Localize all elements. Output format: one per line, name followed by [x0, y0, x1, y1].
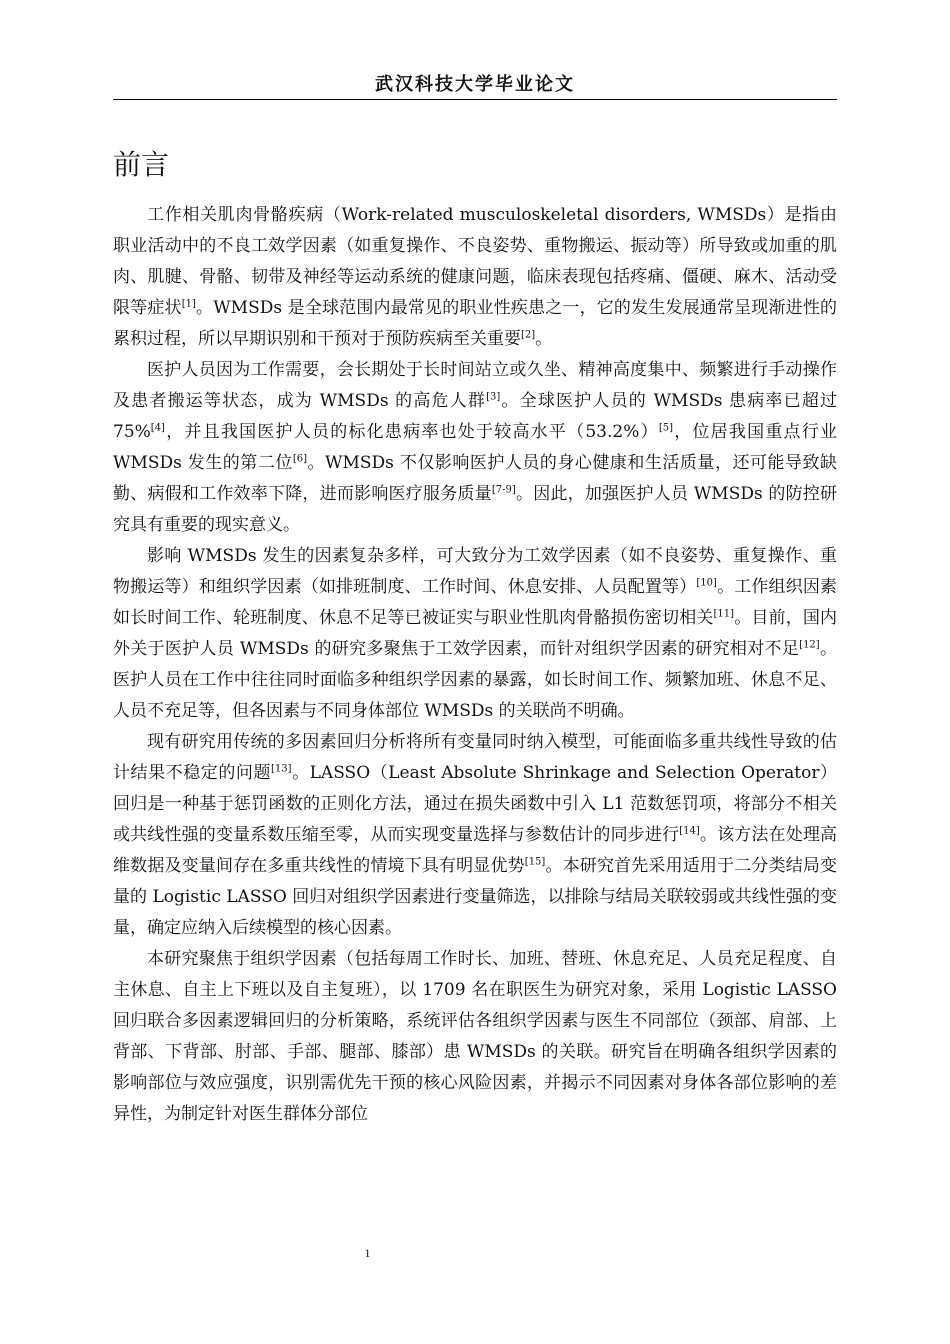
citation-marker: [5]	[658, 422, 673, 434]
citation-marker: [6]	[292, 453, 308, 465]
citation-marker: [4]	[150, 422, 165, 434]
paragraph-text: 现有研究用传统的多因素回归分析将所有变量同时纳入模型，可能面临多重共线性导致的估计结果不稳定的问题	[113, 732, 837, 783]
paragraph-text: 。医护人员在工作中往往同时面临多种组织学因素的暴露，如长时间工作、频繁加班、休息不足、人员不充足等，但各因素与不同身体部位 WMSDs 的关联尚不明确。	[113, 639, 838, 721]
paragraph-text: 影响 WMSDs 发生的因素复杂多样，可大致分为工效学因素（如不良姿势、重复操作、重物搬运等）和组织学因素（如排班制度、工作时间、休息安排、人员配置等）	[113, 546, 837, 597]
paragraph	[113, 355, 837, 541]
paragraph-text: ，并且我国医护人员的标化患病率也处于较高水平（53.2%）	[164, 422, 659, 442]
paragraph	[113, 541, 837, 727]
paragraph-text: 。目前，国内外关于医护人员 WMSDs 的研究多聚焦于工效学因素，而针对组织学因素的研究相对不足	[113, 608, 838, 659]
section-title: 前言	[113, 148, 170, 181]
citation-marker: [10]	[696, 577, 717, 589]
paragraph	[113, 727, 837, 944]
citation-marker: [7-9]	[491, 484, 516, 496]
citation-marker: [14]	[679, 825, 700, 837]
paragraph-text: 。WMSDs 是全球范围内最常见的职业性疾患之一，它的发生发展通常呈现渐进性的累积过程，所以早期识别和干预对于预防疾病至关重要	[113, 298, 837, 349]
citation-marker: [12]	[799, 639, 820, 651]
paragraph-text: ，位居我国重点行业 WMSDs 发生的第二位	[113, 422, 838, 473]
paragraph-text: 。工作组织因素如长时间工作、轮班制度、休息不足等已被证实与职业性肌肉骨骼损伤密切相关	[113, 577, 838, 628]
citation-marker: [3]	[486, 391, 501, 403]
paragraph-text: 。全球医护人员的 WMSDs 患病率已超过 75%	[113, 391, 838, 442]
paragraph-text: 。	[535, 329, 553, 349]
paragraph-text: 。WMSDs 不仅影响医护人员的身心健康和生活质量，还可能导致缺勤、病假和工作效率下降，进而影响医疗服务质量	[113, 453, 837, 504]
paragraph	[113, 200, 837, 355]
paragraph-text: 。因此，加强医护人员 WMSDs 的防控研究具有重要的现实意义。	[113, 484, 838, 535]
body-text	[113, 200, 837, 1130]
paragraph-text: 工作相关肌肉骨骼疾病（Work-related musculoskeletal disorders, WMSDs）是指由职业活动中的不良工效学因素（如重复操作、不良姿势、重物搬运、振动等）所导致或加重的肌肉、肌腱、骨骼、韧带及神经等运动系统的健康问题，临床表现包括疼痛、僵硬、麻木、活动受限等症状	[113, 205, 837, 318]
citation-marker: [15]	[524, 856, 546, 868]
paragraph-text: 。该方法在处理高维数据及变量间存在多重共线性的情境下具有明显优势	[113, 825, 838, 876]
page-number: 1	[364, 1246, 371, 1260]
running-header: 武汉科技大学毕业论文	[375, 74, 575, 95]
citation-marker: [11]	[713, 608, 735, 620]
paragraph-text: 。本研究首先采用适用于二分类结局变量的 Logistic LASSO 回归对组织学因素进行变量筛选，以排除与结局关联较弱或共线性强的变量，确定应纳入后续模型的核心因素。	[113, 856, 838, 938]
paragraph-text: 。LASSO（Least Absolute Shrinkage and Selection Operator）回归是一种基于惩罚函数的正则化方法，通过在损失函数中引入 L1 范数惩罚项，将部分不相关或共线性强的变量系数压缩至零，从而实现变量选择与参数估计的同步进行	[113, 763, 837, 845]
paragraph	[113, 944, 837, 1130]
paragraph-text: 本研究聚焦于组织学因素（包括每周工作时长、加班、替班、休息充足、人员充足程度、自主休息、自主上下班以及自主复班），以 1709 名在职医生为研究对象，采用 Logistic LASSO 回归联合多因素逻辑回归的分析策略，系统评估各组织学因素与医生不同部位（颈部、肩部、上背部、下背部、肘部、手部、腿部、膝部）患 WMSDs 的关联。研究旨在明确各组织学因素的影响部位与效应强度，识别需优先干预的核心风险因素，并揭示不同因素对身体各部位影响的差异性，为制定针对医生群体分部位	[113, 949, 837, 1124]
citation-marker: [13]	[271, 763, 292, 775]
header-divider	[113, 99, 837, 100]
citation-marker: [2]	[521, 329, 536, 341]
paragraph-text: 医护人员因为工作需要，会长期处于长时间站立或久坐、精神高度集中、频繁进行手动操作及患者搬运等状态，成为 WMSDs 的高危人群	[113, 360, 837, 411]
citation-marker: [1]	[181, 298, 196, 310]
